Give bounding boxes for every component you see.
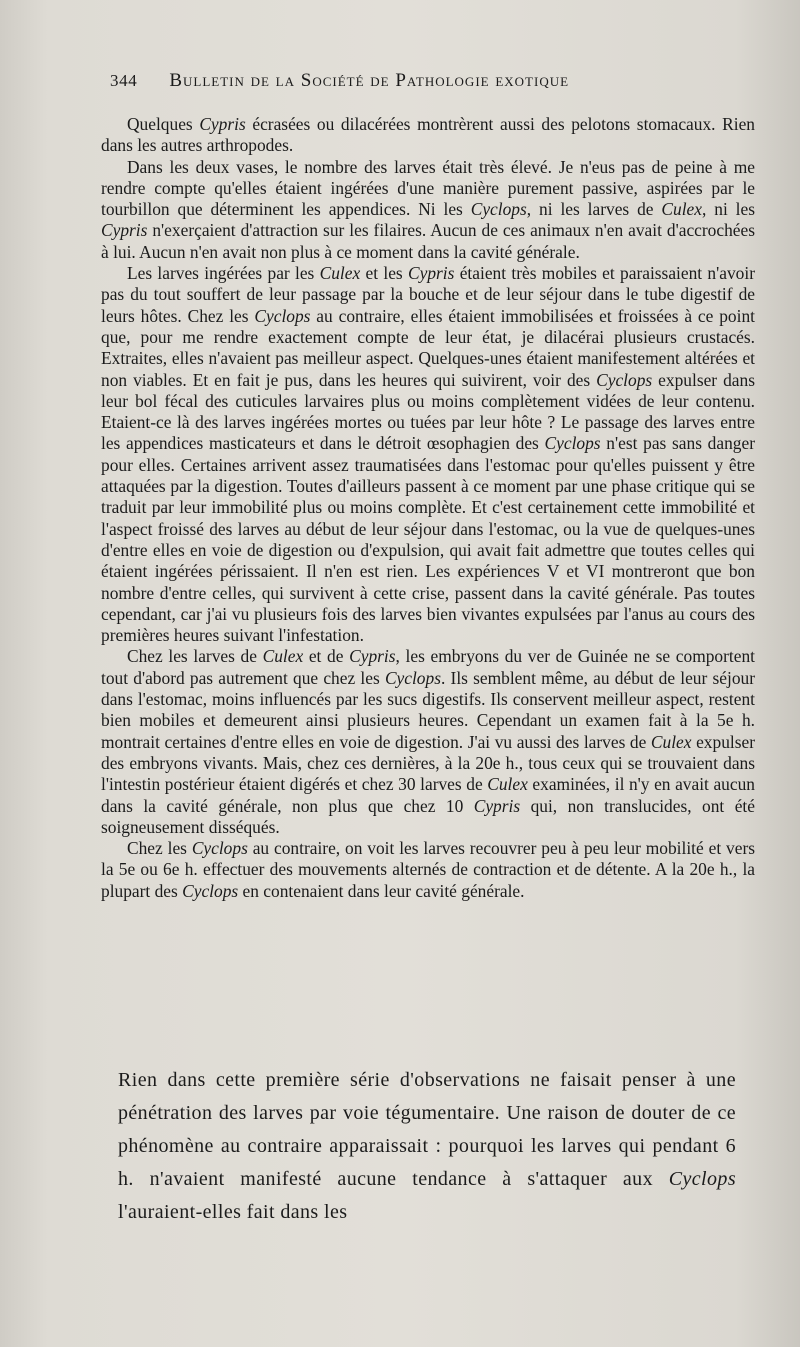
text-segment: Les larves ingérées par les xyxy=(127,263,320,284)
paragraph xyxy=(118,1064,736,1229)
text-segment: qui, non translucides, ont été soigneusement disséqués. xyxy=(101,795,755,837)
italic-term: Cyclops xyxy=(668,1168,736,1190)
text-segment: , ni les xyxy=(702,199,756,220)
italic-term: Cyclops xyxy=(254,305,311,326)
text-segment: Quelques xyxy=(127,114,200,134)
paragraph xyxy=(101,157,755,263)
body-text-large xyxy=(118,1064,736,1229)
text-segment: , ni les larves de xyxy=(526,199,662,220)
text-segment: n'est pas sans danger pour elles. Certaines arrivent assez traumatisées dans l'estomac pour qu'elles puissent y être attaquées par la digestion. Toutes d'ailleurs passent à ce moment par une phase critique qui se traduit par leur immobilité plus ou moins complète. Et c'est certainement cette immobilité et l'aspect froissé des larves au début de leur séjour dans l'estomac, ou la vue de quelques-unes d'entre elles en voie de digestion ou d'expulsion, qui avait fait admettre que toutes celles qui étaient ingérées périssaient. Il n'en est rien. Les expériences V et VI montreront que bon nombre d'entre celles, qui survivent à cette crise, passent dans la cavité générale. Pas toutes cependant, car j'ai vu plusieurs fois des larves bien vivantes expulsées par l'anus au cours des premières heures suivant l'infestation. xyxy=(101,433,755,646)
italic-term: Cyclops xyxy=(544,433,601,454)
text-segment: . Ils semblent même, au début de leur séjour dans l'estomac, moins influencés par les sucs digestifs. Ils conservent meilleur aspect, restent bien mobiles et demeurent ainsi plusieurs heures. Cependant un examen fait à la 5e h. montrait certaines d'entre elles en voie de digestion. J'ai vu aussi des larves de xyxy=(101,667,755,752)
italic-term: Culex xyxy=(487,774,528,795)
text-segment: Chez les xyxy=(127,838,192,859)
text-segment: expulser des embryons vivants. Mais, chez ces dernières, à la 20e h., tous ceux qui se trouvaient dans l'intestin postérieur étaient digérés et chez 30 larves de xyxy=(101,731,755,795)
text-segment: et les xyxy=(360,263,409,284)
italic-term: Culex xyxy=(262,646,304,667)
italic-term: Cypris xyxy=(473,795,521,816)
text-segment: Dans les deux vases, le nombre des larves était très élevé. Je n'eus pas de peine à me rendre compte qu'elles étaient ingérées d'une manière purement passive, aspirées par le tourbillon que déterminent les appendices. Ni les xyxy=(101,156,755,220)
paragraph xyxy=(101,114,755,157)
page-number: 344 xyxy=(110,71,138,90)
text-segment: n'exerçaient d'attraction sur les filaires. Aucun de ces animaux n'en avait d'accrochées à lui. Aucun n'en avait non plus à ce moment dans la cavité générale. xyxy=(101,220,755,262)
italic-term: Cyclops xyxy=(182,880,239,901)
text-segment: au contraire, on voit les larves recouvrer peu à peu leur mobilité et vers la 5e ou 6e h. effectuer des mouvements alternés de contraction et de détente. A la 20e h., la plupart des xyxy=(101,838,755,901)
italic-term: Culex xyxy=(661,199,702,220)
italic-term: Cypris xyxy=(349,646,396,667)
page-header xyxy=(110,70,670,92)
paragraph xyxy=(101,646,755,838)
text-segment: examinées, il n'y en avait aucun dans la cavité générale, non plus que chez 10 xyxy=(101,774,755,816)
text-segment: Rien dans cette première série d'observations ne faisait penser à une pénétration des larves par voie tégumentaire. Une raison de douter de ce phénomène au contraire apparaissait : pourquoi les larves qui pendant 6 h. n'avaient manifesté aucune tendance à s'attaquer aux xyxy=(118,1069,736,1190)
text-segment: et de xyxy=(303,646,350,667)
italic-term: Cypris xyxy=(199,114,246,134)
text-segment: Chez les larves de xyxy=(127,646,263,667)
text-segment: en contenaient dans leur cavité générale. xyxy=(238,880,525,901)
italic-term: Culex xyxy=(319,263,361,284)
italic-term: Cyclops xyxy=(596,369,653,390)
italic-term: Cyclops xyxy=(470,199,527,220)
body-text-small xyxy=(101,114,755,902)
text-segment: écrasées ou dilacérées montrèrent aussi des pelotons stomacaux. Rien dans les autres arthropodes. xyxy=(101,114,755,156)
italic-term: Cyclops xyxy=(191,838,248,859)
text-segment: l'auraient-elles fait dans les xyxy=(118,1201,348,1223)
italic-term: Cyclops xyxy=(384,667,441,688)
italic-term: Cypris xyxy=(101,220,148,241)
running-title: Bulletin de la Société de Pathologie exotique xyxy=(169,70,570,91)
text-segment: au contraire, elles étaient immobilisées et froissées à ce point que, pour me rendre exactement compte de leur état, je dilacérai plusieurs crustacés. Extraites, elles n'avaient pas meilleur aspect. Quelques-unes étaient manifestement altérées et non viables. Et en fait je pus, dans les heures qui suivirent, voir des xyxy=(101,305,755,390)
text-segment: étaient très mobiles et paraissaient n'avoir pas du tout souffert de leur passage par la bouche et de leur séjour dans le tube digestif de leurs hôtes. Chez les xyxy=(101,263,755,326)
text-segment: , les embryons du ver de Guinée ne se comportent tout d'abord pas autrement que chez les xyxy=(101,646,755,688)
paragraph xyxy=(101,838,755,902)
paragraph xyxy=(101,263,755,646)
text-segment: expulser dans leur bol fécal des cuticules larvaires plus ou moins complètement vidées de leur contenu. Etaient-ce là des larves ingérées mortes ou tuées par leur hôte ? Le passage des larves entre les appendices masticateurs et dans le détroit œsophagien des xyxy=(101,369,755,454)
italic-term: Cypris xyxy=(408,263,455,284)
italic-term: Culex xyxy=(650,731,692,752)
